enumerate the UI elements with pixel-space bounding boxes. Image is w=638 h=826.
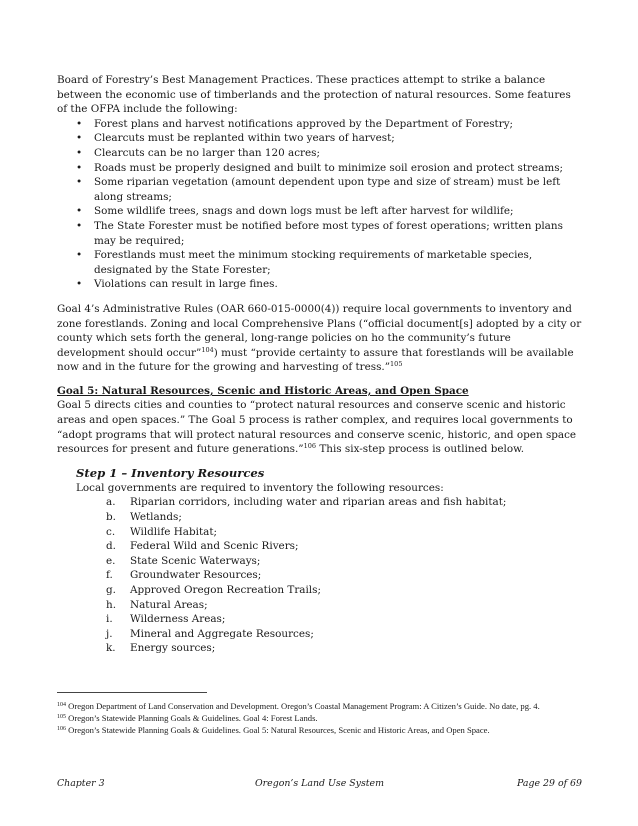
list-item: g. Approved Oregon Recreation Trails;	[106, 584, 321, 596]
step1-title: Step 1 – Inventory Resources	[76, 465, 265, 480]
list-item: k. Energy sources;	[106, 642, 216, 655]
list-item: • Forestlands must meet the minimum stocking requirements of marketable species, designated by the State Forester;	[94, 248, 582, 277]
ofpa-feature-list	[57, 117, 582, 292]
footnote-106: $^{106}$ Oregon’s Statewide Planning Goals & Guidelines. Goal 5: Natural Resources, Scenic and Historic Areas, and Open Space.	[57, 725, 490, 735]
goal5-text: Goal 5 directs cities and counties to “protect natural resources and conserve scenic and historic areas and open spaces.” The Goal 5 process is rather complex, and requires local governments to “adopt programs that will protect natural resources and conserve scenic, historic, and open space resources for present and future generations.”	[57, 399, 577, 456]
list-item: • The State Forester must be notified before most types of forest operations; written plans may be required;	[94, 219, 582, 248]
goal5-heading: Goal 5: Natural Resources, Scenic and Historic Areas, and Open Space	[57, 384, 469, 397]
list-item: h. Natural Areas;	[106, 598, 208, 611]
list-item: i. Wilderness Areas;	[106, 613, 226, 626]
list-item: e. State Scenic Waterways;	[106, 554, 261, 567]
list-item: • Clearcuts can be no larger than 120 acres;	[94, 146, 582, 161]
list-item: • Some riparian vegetation (amount dependent upon type and size of stream) must be left along streams;	[94, 175, 582, 204]
list-item: a. Riparian corridors, including water and riparian areas and fish habitat;	[106, 496, 507, 509]
step1-section	[76, 466, 582, 656]
page-body	[57, 73, 582, 656]
footer-page-number: Page 29 of 69	[517, 778, 582, 789]
list-item: d. Federal Wild and Scenic Rivers;	[106, 540, 299, 553]
list-item: • Roads must be properly designed and built to minimize soil erosion and protect streams;	[94, 161, 582, 176]
goal4-paragraph	[57, 302, 582, 375]
footnote-ref-104[interactable]: 104	[201, 345, 214, 354]
intro-paragraph: Board of Forestry’s Best Management Practices. These practices attempt to strike a balance between the economic use of timberlands and the protection of natural resources. Some features of the OFPA include the following:	[57, 74, 571, 116]
footnotes	[57, 700, 582, 736]
footnote-ref-106[interactable]: 106	[303, 442, 317, 451]
step1-intro: Local governments are required to inventory the following resources:	[76, 481, 444, 494]
goal5-paragraph	[57, 398, 582, 456]
list-item: f. Groundwater Resources;	[106, 569, 262, 582]
resource-list	[76, 495, 582, 656]
footnote-105: $^{105}$ Oregon’s Statewide Planning Goals & Guidelines. Goal 4: Forest Lands.	[57, 713, 318, 723]
list-item: c. Wildlife Habitat;	[106, 525, 218, 538]
page-footer	[57, 777, 582, 791]
list-item: • Some wildlife trees, snags and down logs must be left after harvest for wildlife;	[94, 204, 582, 219]
goal4-text-b: ) must “provide certainty to assure that forestlands will be available now and in the future for the growing and harvesting of tress.”	[57, 346, 574, 374]
goal4-text-a: Goal 4’s Administrative Rules (OAR 660-015-0000(4)) require local governments to inventory and zone forestlands. Zoning and local Comprehensive Plans (“official document[s] adopted by a city or county which sets forth the general, long-range policies on ho the community’s future development should occur”	[57, 302, 582, 359]
footnote-ref-105[interactable]: 105	[390, 360, 403, 369]
goal5-text-end: This six-step process is outlined below.	[316, 443, 525, 456]
footnote-104: $^{104}$ Oregon Department of Land Conservation and Development. Oregon’s Coastal Management Program: A Citizen’s Guide. No date, pg. 4.	[57, 701, 540, 711]
footer-chapter: Chapter 3	[57, 778, 105, 789]
list-item: • Clearcuts must be replanted within two years of harvest;	[94, 131, 582, 146]
list-item: • Forest plans and harvest notifications approved by the Department of Forestry;	[94, 117, 582, 132]
list-item: b. Wetlands;	[106, 511, 182, 524]
list-item: j. Mineral and Aggregate Resources;	[106, 627, 314, 640]
footer-title: Oregon’s Land Use System	[255, 778, 384, 789]
list-item: • Violations can result in large fines.	[94, 277, 582, 292]
footnote-divider	[57, 692, 207, 693]
